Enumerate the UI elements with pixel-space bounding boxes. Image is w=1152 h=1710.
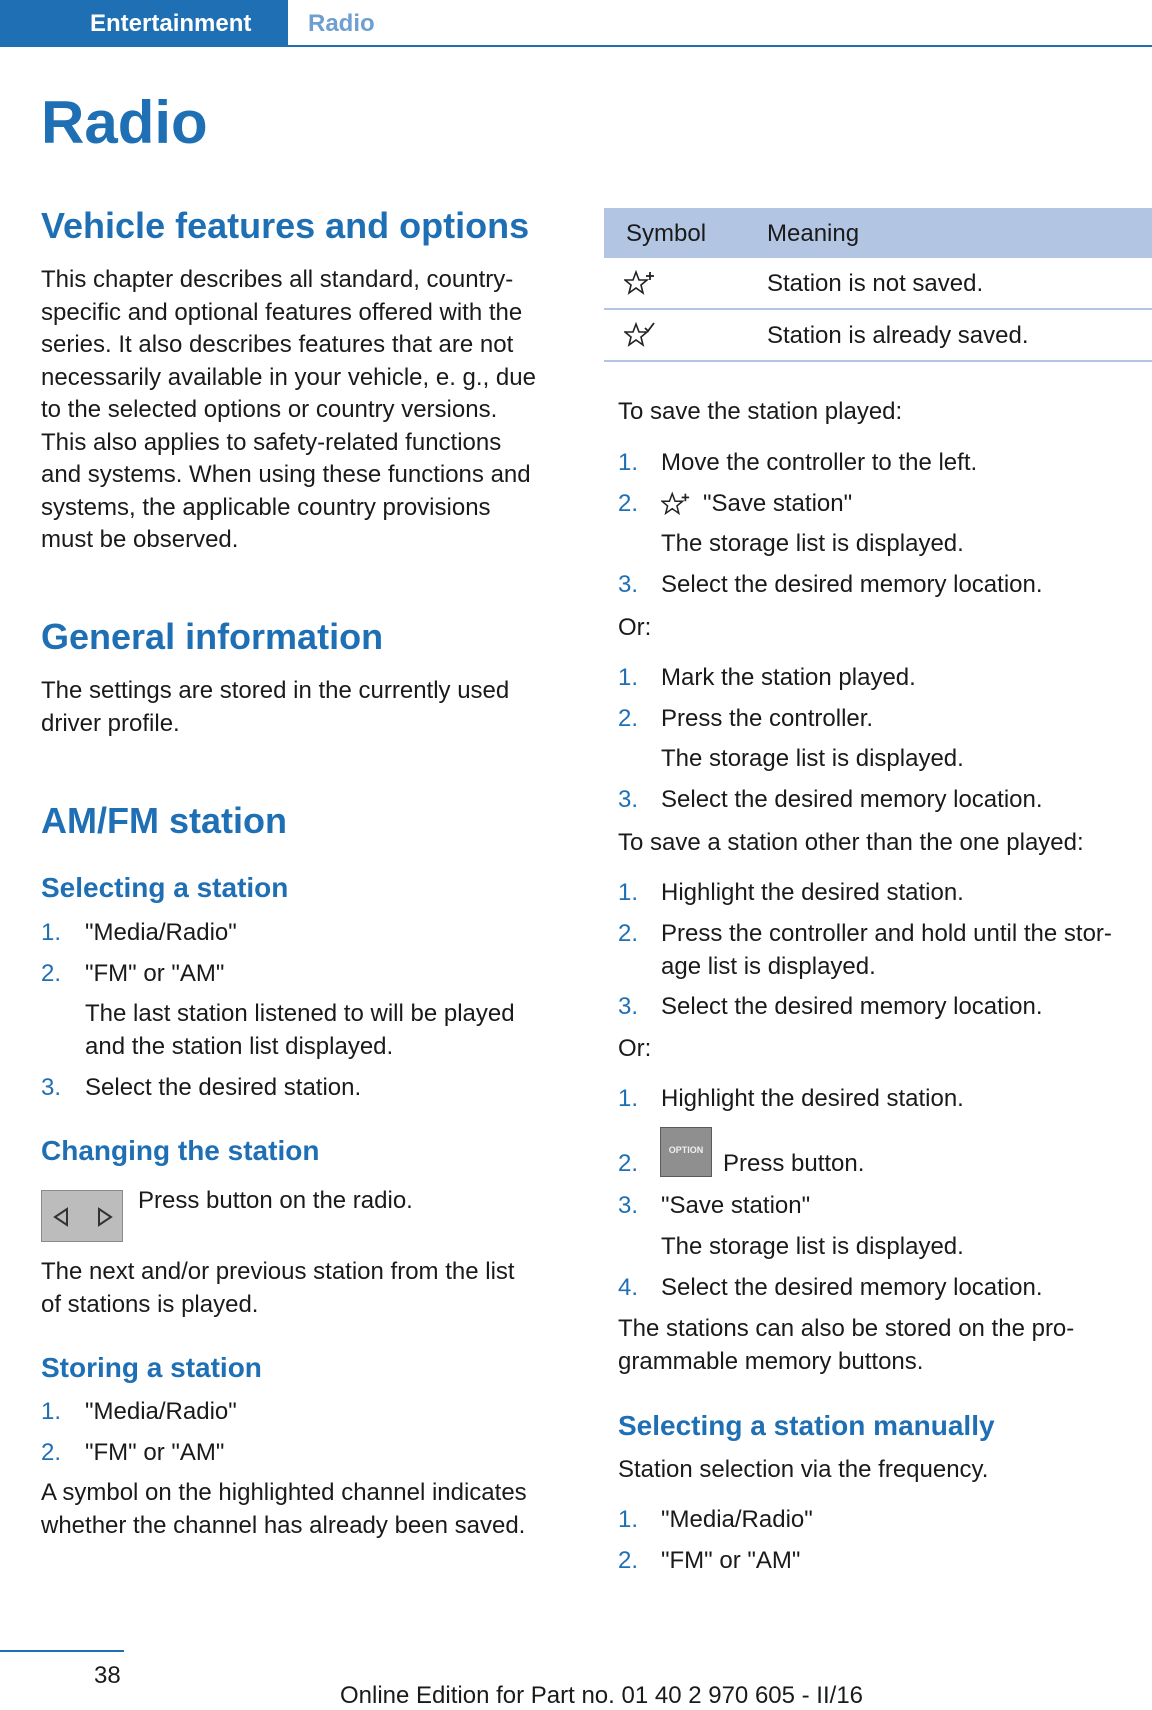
heading-vehicle-features: Vehicle features and options [41, 205, 530, 246]
step-text: Select the desired memory location. [661, 1274, 1043, 1301]
star-plus-icon [661, 490, 691, 518]
step-number: 3. [618, 993, 639, 1020]
step-text: Highlight the desired station. [661, 879, 964, 906]
or-label: Or: [618, 614, 652, 641]
general-line-2: driver profile. [41, 709, 180, 737]
step-number: 3. [41, 1074, 62, 1101]
step-number: 1. [618, 664, 639, 691]
step-number: 2. [618, 1547, 639, 1574]
symbol-table-header [604, 208, 1152, 258]
step-result: and the station list displayed. [85, 1032, 394, 1060]
option-button[interactable] [660, 1127, 712, 1177]
heading-am-fm-station: AM/FM station [41, 800, 287, 841]
star-plus-icon [624, 269, 656, 297]
step-text: "Media/Radio" [85, 1398, 237, 1425]
or-label: Or: [618, 1035, 652, 1062]
step-number: 2. [41, 960, 62, 987]
col-meaning: Meaning [767, 220, 860, 247]
page-title: Radio [41, 89, 208, 156]
step-text: "Media/Radio" [661, 1506, 813, 1533]
manual-text: Station selection via the frequency. [618, 1456, 989, 1483]
step-number: 3. [618, 1192, 639, 1219]
features-line-2: specific and optional features offered with the [41, 298, 523, 326]
heading-changing-station: Changing the station [41, 1135, 320, 1166]
step-number: 1. [41, 919, 62, 946]
step-text: Move the controller to the left. [661, 449, 978, 476]
step-text: Press the controller and hold until the stor- [661, 920, 1112, 947]
footer-rule [0, 1650, 124, 1652]
step-number: 1. [618, 1085, 639, 1112]
step-number: 2. [41, 1439, 62, 1466]
step-number: 4. [618, 1274, 639, 1301]
col-symbol: Symbol [626, 220, 707, 247]
step-text: Highlight the desired station. [661, 1085, 964, 1112]
edition-note: Online Edition for Part no. 01 40 2 970 605 - II/16 [340, 1682, 864, 1709]
features-line-5: to the selected options or country versions. [41, 396, 498, 423]
step-text: Press button. [723, 1150, 865, 1177]
tab-entertainment[interactable]: Entertainment [0, 0, 288, 47]
features-line-3: series. It also describes features that are not [41, 331, 514, 358]
step-text: Mark the station played. [661, 664, 916, 691]
meaning-text: Station is not saved. [767, 270, 984, 297]
step-result: The storage list is displayed. [661, 1233, 964, 1260]
step-text: Select the desired memory location. [661, 571, 1043, 598]
step-text: "Media/Radio" [85, 919, 237, 946]
save-other-intro: To save a station other than the one played: [618, 829, 1084, 856]
step-number: 2. [618, 490, 639, 517]
step-text: Select the desired station. [85, 1074, 362, 1101]
arrow-left-right-icon [42, 1191, 124, 1243]
step-text: "Save station" [703, 490, 853, 517]
features-line-6: This also applies to safety-related functions [41, 428, 502, 456]
symbol-line-1: A symbol on the highlighted channel indicates [41, 1479, 527, 1506]
step-number: 2. [618, 705, 639, 732]
step-number: 1. [618, 879, 639, 906]
features-line-9: must be observed. [41, 526, 239, 553]
step-text: Select the desired memory location. [661, 786, 1043, 813]
step-text: Select the desired memory location. [661, 993, 1043, 1020]
step-text: "FM" or "AM" [85, 1439, 225, 1466]
step-result: The last station listened to will be played [85, 1000, 515, 1027]
step-number: 3. [618, 571, 639, 598]
header-bar: Entertainment Radio [0, 0, 1152, 48]
changing-text: Press button on the radio. [138, 1187, 413, 1214]
heading-general-information: General information [41, 616, 384, 657]
table-row [604, 310, 1152, 362]
features-line-4: necessarily available in your vehicle, e. g., due [41, 363, 536, 391]
prog-line-2: grammable memory buttons. [618, 1347, 924, 1375]
step-number: 1. [618, 1506, 639, 1533]
step-number: 1. [41, 1398, 62, 1425]
features-line-7: and systems. When using these functions and [41, 461, 531, 488]
star-check-icon [624, 321, 656, 349]
step-number: 2. [618, 1150, 639, 1177]
symbol-line-2: whether the channel has already been saved. [41, 1511, 526, 1539]
table-row [604, 258, 1152, 310]
step-text-cont: age list is displayed. [661, 952, 876, 980]
changing-line-1: The next and/or previous station from the list [41, 1258, 515, 1285]
step-text: "FM" or "AM" [85, 960, 225, 987]
option-label: OPTION [668, 1145, 704, 1155]
step-result: The storage list is displayed. [661, 530, 964, 557]
heading-selecting-station: Selecting a station [41, 872, 289, 903]
heading-storing-station: Storing a station [41, 1352, 262, 1383]
page-number: 38 [94, 1662, 121, 1689]
features-line-1: This chapter describes all standard, country- [41, 266, 514, 293]
heading-selecting-manually: Selecting a station manually [618, 1410, 995, 1441]
step-text: "FM" or "AM" [661, 1547, 801, 1574]
changing-line-2: of stations is played. [41, 1290, 259, 1318]
prog-line-1: The stations can also be stored on the pro- [618, 1315, 1075, 1342]
step-number: 3. [618, 786, 639, 813]
prev-next-button[interactable] [41, 1190, 123, 1242]
step-number: 1. [618, 449, 639, 476]
step-text: Press the controller. [661, 705, 874, 732]
save-played-intro: To save the station played: [618, 398, 903, 425]
step-result: The storage list is displayed. [661, 745, 964, 772]
features-line-8: systems, the applicable country provisions [41, 493, 491, 521]
header-rule [0, 45, 1152, 47]
meaning-text: Station is already saved. [767, 322, 1029, 349]
general-line-1: The settings are stored in the currently used [41, 677, 510, 704]
step-text: "Save station" [661, 1192, 811, 1219]
step-number: 2. [618, 920, 639, 947]
